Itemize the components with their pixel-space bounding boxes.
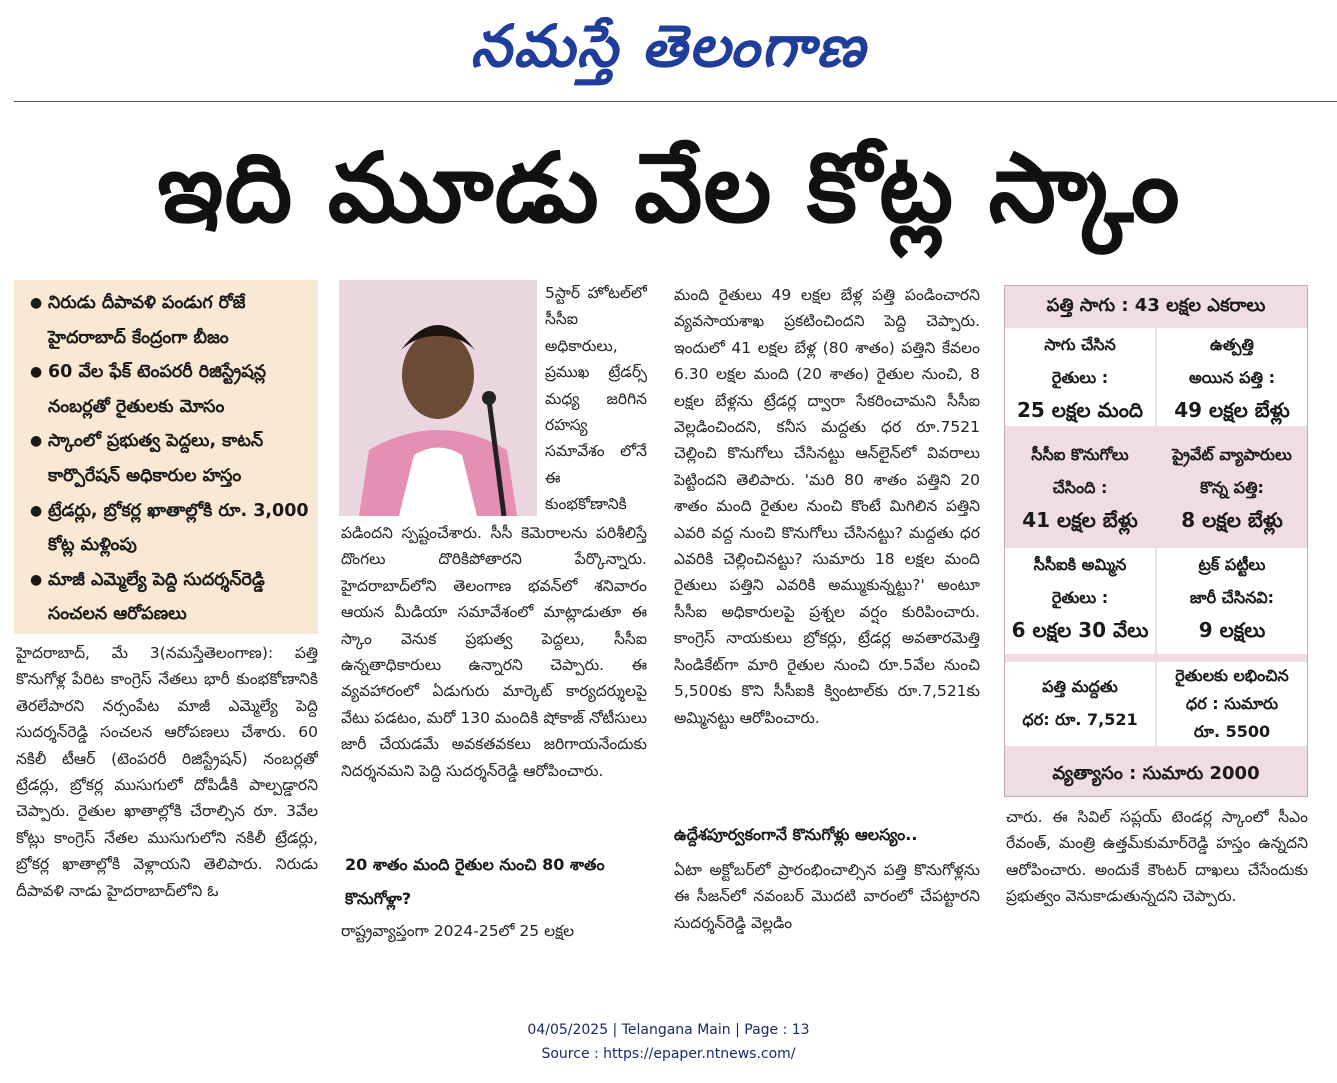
article-column-2-tail: రాష్ట్రవ్యాప్తంగా 2024-25లో 25 లక్షల [341,922,575,940]
bullet-icon: ● [30,502,43,519]
stats-difference: వ్యత్యాసం : సుమారు 2000 [1052,763,1260,784]
summary-item: ● నిరుడు దీపావళి పండుగ రోజే హైదరాబాద్ కేంద్రంగా బీజం [30,286,310,355]
stats-cultivation: పత్తి సాగు : 43 లక్షల ఎకరాలు [1046,295,1266,316]
bullet-icon: ● [30,571,43,588]
summary-item: ● స్కాంలో ప్రభుత్వ పెద్దలు, కాటన్ కార్పొరేషన్ అధికారుల హస్తం [30,424,310,493]
stats-cell-farmers-sold: సీసీఐకి అమ్మిన రైతులు : 6 లక్షల 30 వేలు [1005,548,1155,654]
summary-item: ● 60 వేల ఫేక్ టెంపరరీ రిజిస్ట్రేషన్ల నంబర్లతో రైతులకు మోసం [30,355,310,424]
footer-date-page: 04/05/2025 | Telangana Main | Page : 13 [527,1022,810,1038]
column-2-subheading: 20 శాతం మంది రైతుల నుంచి 80 శాతం కొనుగోళ్లా? [345,855,605,908]
summary-item: ● మాజీ ఎమ్మెల్యే పెద్ది సుదర్శన్‌రెడ్డి సంచలన ఆరోపణలు [30,563,310,632]
summary-item: ● ట్రేడర్లు, బ్రోకర్ల ఖాతాల్లోకి రూ. 3,000 కోట్ల మళ్లింపు [30,494,310,563]
stats-cell-production: ఉత్పత్తి అయిన పత్తి : 49 లక్షల బేళ్లు [1157,328,1307,426]
article-column-1: హైదరాబాద్, మే 3(నమస్తేతెలంగాణ): పత్తి కొనుగోళ్ల పేరిట కాంగ్రెస్ నేతలు భారీ కుంభకోణానికి తెరలేపారని నర్సంపేట మాజీ ఎమ్మెల్యే పెద్ది సుదర్శన్‌రెడ్డి సంచలన ఆరోపణలు చేశారు. 60 నకిలీ టీఆర్ (టెంపరరీ రిజిస్ట్రేషన్) నంబర్లతో ట్రేడర్లు, బ్రోకర్ల ముసుగులో దోపిడీకి పాల్పడ్డారని చెప్పారు. రైతుల ఖాతాల్లోకి చేరాల్సిన రూ. 3వేల కోట్లు కాంగ్రెస్ నేతల ముసుగులోని నకిలీ ట్రేడర్లు, బ్రోకర్ల ఖాతాల్లోకి వెళ్లాయని తెలిపారు. నిరుడు దీపావళి నాడు హైదరాబాద్‌లోని ఓ [16,644,318,900]
page-footer [0,1018,1337,1066]
stats-cell-private-traders: ప్రైవేట్ వ్యాపారులు కొన్న పత్తి: 8 లక్షల బేళ్లు [1157,438,1307,542]
masthead-divider [14,101,1337,102]
summary-box [14,280,318,634]
stats-cell-truck-chits: ట్రక్ పట్టీలు జారీ చేసినవి: 9 లక్షలు [1157,548,1307,654]
stats-cell-cci-purchase: సీసీఐ కొనుగోలు చేసింది : 41 లక్షల బేళ్లు [1005,438,1155,542]
bullet-icon: ● [30,364,43,381]
stats-cell-farmers: సాగు చేసిన రైతులు : 25 లక్షల మంది [1005,328,1155,426]
masthead [0,0,1337,100]
speaker-photo [339,280,537,516]
article-column-4: చారు. ఈ సివిల్ సప్లయ్ టెండర్ల స్కాంలో సీఎం రేవంత్, మంత్రి ఉత్తమ్‌కుమార్‌రెడ్డి హస్తం ఉన్నదని ఆరోపించారు. అందుకే కౌంటర్ దాఖలు చేసేందుకు ప్రభుత్వం వెనుకాడుతున్నదని చెప్పారు. [1006,808,1308,906]
newspaper-logo: నమస్తే తెలంగాణ [470,12,867,80]
statistics-box [1004,285,1308,797]
footer-source: Source : https://epaper.ntnews.com/ [541,1046,796,1062]
stats-cell-support-price: పత్తి మద్దతు ధర: రూ. 7,521 [1005,662,1155,746]
article-column-2: పడిందని స్పష్టంచేశారు. సీసీ కెమెరాలను పరిశీలిస్తే దొంగలు దొరికిపోతారని పేర్కొన్నారు. హైదరాబాద్‌లోని తెలంగాణ భవన్‌లో శనివారం ఆయన మీడియా సమావేశంలో మాట్లాడుతూ ఈ స్కాం వెనుక ప్రభుత్వ పెద్దలు, సీసీఐ ఉన్నతాధికారులు ఉన్నారని చెప్పారు. ఈ వ్యవహారంలో ఏడుగురు మార్కెట్ కార్యదర్శులపై వేటు పడటం, మరో 130 మందికి షోకాజ్ నోటీసులు జారీ చేయడమే అవకతవకలు జరిగాయనేందుకు నిదర్శనమని పెద్ది సుదర్శన్‌రెడ్డి ఆరోపించారు. [341,524,647,780]
bullet-icon: ● [30,433,43,450]
stats-cell-farmer-price: రైతులకు లభించిన ధర : సుమారు రూ. 5500 [1157,662,1307,746]
article-column-2-top: 5స్టార్ హోటల్‌లో సీసీఐ అధికారులు, ప్రముఖ ట్రేడర్స్ మధ్య జరిగిన రహస్య సమావేశం లోనే ఈ కుంభకోణానికి [545,284,647,514]
speaker-photo-illustration [339,280,537,516]
column-3-subheading: ఉద్దేశపూర్వకంగానే కొనుగోళ్లు ఆలస్యం.. [674,825,918,844]
bullet-icon: ● [30,295,43,311]
article-column-3-tail: ఏటా అక్టోబర్‌లో ప్రారంభించాల్సిన పత్తి కొనుగోళ్లను ఈ సీజన్‌లో నవంబర్ మొదటి వారంలో చేపట్టారని సుదర్శన్‌రెడ్డి వెల్లడిం [674,861,980,932]
article-column-3: మంది రైతులు 49 లక్షల బేళ్ల పత్తి పండించారని వ్యవసాయశాఖ ప్రకటించిందని పెద్ది చెప్పారు. ఇందులో 41 లక్షల బేళ్ల (80 శాతం) పత్తిని కేవలం 6.30 లక్షల మంది (20 శాతం) రైతుల నుంచి, 8 లక్షల బేళ్లను ట్రేడర్ల ద్వారా సేకరించామని సీసీఐ వెల్లడించిందని, కనీస మద్దతు ధర రూ.7521 చెల్లించి కొనుగోలు చేసినట్టు ఆన్‌లైన్‌లో వివరాలు పెట్టిందని తెలిపారు. 'మరి 80 శాతం పత్తిని 20 శాతం మంది రైతుల నుంచి కొంటే మిగిలిన పత్తిని ఎవరి వద్ద నుంచి కొనుగోలు చేసినట్టు? మద్దతు ధర ఎవరికి చెల్లించినట్టు? సుమారు 18 లక్షల మంది రైతులు పత్తిని ఎవరికి అమ్ముకున్నట్టు?' అంటూ సీసీఐ అధికారులపై ప్రశ్నల వర్షం కురిపించారు. కాంగ్రెస్ నాయకులు బ్రోకర్లు, ట్రేడర్ల అవతారమెత్తి సిండికేట్‌గా మారి రైతుల నుంచి రూ.5వేల నుంచి 5,500కు కొని సీసీఐకి క్వింటాల్‌కు రూ.7,521కు అమ్మినట్టు ఆరోపించారు. [674,286,980,727]
article-headline: ఇది మూడు వేల కోట్ల స్కాం [157,132,1181,244]
